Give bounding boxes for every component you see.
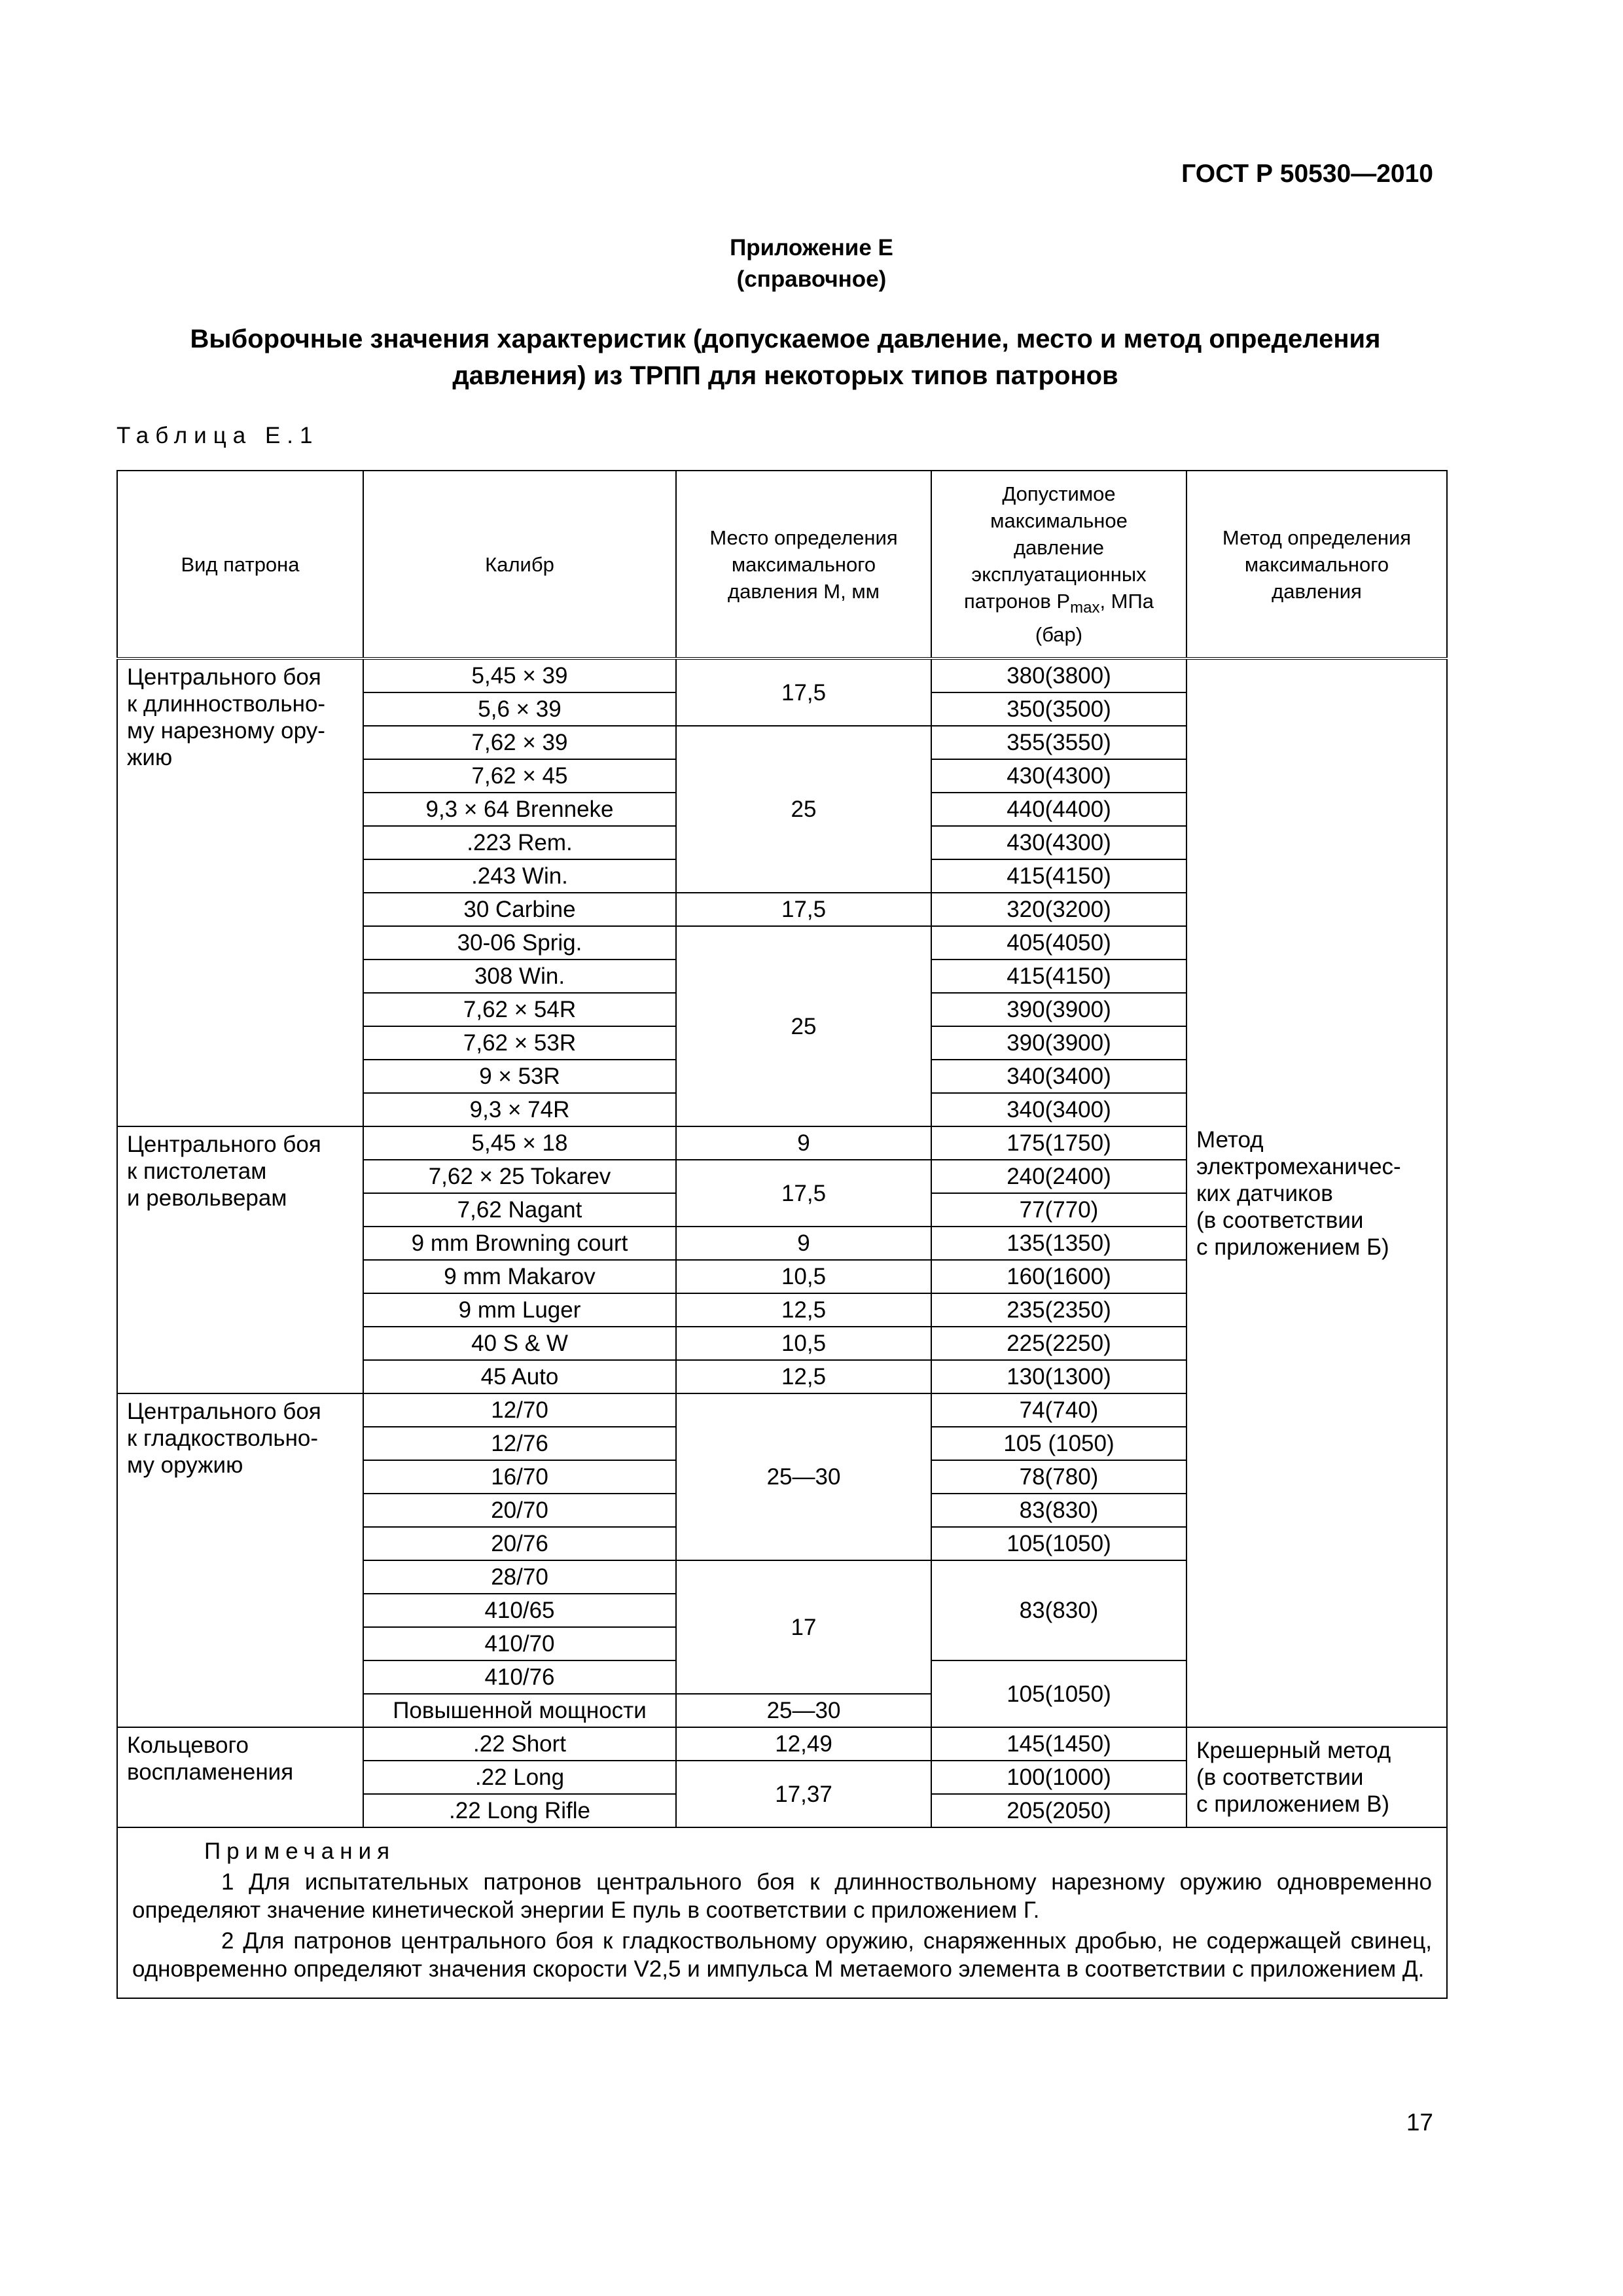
pressure-cell: 83(830)	[931, 1560, 1186, 1660]
pressure-cell: 355(3550)	[931, 726, 1186, 759]
group-kind-line: к длинноствольно-	[127, 691, 326, 717]
group-kind-line: жию	[127, 745, 173, 770]
group-kind-line: воспламенения	[127, 1759, 294, 1785]
group-kind-line: Центрального боя	[127, 1399, 321, 1424]
header-pressure-line	[936, 588, 1182, 621]
caliber-cell: 7,62 × 45	[363, 759, 676, 793]
header-pressure-text: патронов P	[963, 589, 1071, 613]
caliber-cell: 9,3 × 74R	[363, 1093, 676, 1126]
pressure-cell: 105(1050)	[931, 1527, 1186, 1560]
pressure-cell: 77(770)	[931, 1193, 1186, 1227]
header-pressure	[931, 471, 1186, 658]
method-line: Метод	[1196, 1126, 1264, 1153]
caliber-cell: 5,6 × 39	[363, 692, 676, 726]
section-title-line1: Выборочные значения характеристик (допускаемое давление, место и метод определения	[190, 325, 1381, 353]
place-cell: 17,5	[676, 1160, 931, 1227]
place-cell: 17,5	[676, 658, 931, 726]
caliber-cell: 410/70	[363, 1627, 676, 1660]
method-line: электромеханичес-	[1196, 1153, 1401, 1179]
group-kind-line: и револьверам	[127, 1185, 287, 1211]
table-label: Таблица Е.1	[116, 423, 319, 448]
header-place-line: Место определения	[709, 526, 898, 549]
caliber-cell: .22 Long Rifle	[363, 1794, 676, 1827]
caliber-cell: 9 × 53R	[363, 1060, 676, 1093]
caliber-cell: .22 Short	[363, 1727, 676, 1761]
header-method	[1186, 471, 1447, 658]
notes-cell	[117, 1827, 1447, 1998]
method-line: (в соответствии	[1196, 1207, 1364, 1233]
caliber-cell: 12/70	[363, 1393, 676, 1427]
caliber-cell: 45 Auto	[363, 1360, 676, 1393]
appendix-title: Приложение Е	[730, 235, 893, 260]
appendix-subtitle: (справочное)	[736, 266, 887, 292]
place-cell: 17	[676, 1560, 931, 1694]
header-pressure-unit: , МПа	[1099, 589, 1154, 613]
pressure-cell: 135(1350)	[931, 1227, 1186, 1260]
group-kind-line: му оружию	[127, 1452, 243, 1478]
note-2: 2 Для патронов центрального боя к гладкоствольному оружию, снаряженных дробью, не содержащей свинец, одновременно определяют значения скорости V2,5 и импульса M метаемого элемента в соответствии с приложением Д.	[132, 1928, 1432, 1982]
header-place	[676, 471, 931, 658]
header-pressure-line: давление	[1013, 535, 1105, 559]
pressure-cell: 225(2250)	[931, 1327, 1186, 1360]
pressure-cell: 340(3400)	[931, 1060, 1186, 1093]
group-kind-line: Кольцевого	[127, 1732, 249, 1758]
pressure-cell: 100(1000)	[931, 1761, 1186, 1794]
data-table	[116, 470, 1448, 1999]
pressure-cell: 390(3900)	[931, 993, 1186, 1026]
place-cell: 17,37	[676, 1761, 931, 1827]
section-title	[131, 321, 1440, 394]
method-cell-crusher	[1186, 1727, 1447, 1827]
caliber-cell: 28/70	[363, 1560, 676, 1594]
place-cell: 25—30	[676, 1393, 931, 1560]
caliber-cell: 12/76	[363, 1427, 676, 1460]
caliber-cell: Повышенной мощности	[363, 1694, 676, 1727]
header-pressure-subscript: max	[1070, 599, 1100, 617]
pressure-cell: 320(3200)	[931, 893, 1186, 926]
table-row	[117, 1727, 1447, 1761]
group-kind-line: к гладкоствольно-	[127, 1426, 319, 1451]
caliber-cell: 9 mm Makarov	[363, 1260, 676, 1293]
header-pressure-line: эксплуатационных	[971, 562, 1147, 586]
caliber-cell: 7,62 × 53R	[363, 1026, 676, 1060]
method-line: Крешерный метод	[1196, 1738, 1391, 1763]
caliber-cell: 9,3 × 64 Brenneke	[363, 793, 676, 826]
pressure-cell: 235(2350)	[931, 1293, 1186, 1327]
pressure-cell: 390(3900)	[931, 1026, 1186, 1060]
pressure-cell: 380(3800)	[931, 658, 1186, 692]
header-method-line: максимального	[1244, 552, 1389, 576]
header-pressure-line: Допустимое	[1002, 482, 1116, 505]
method-cell-electromechanical	[1186, 658, 1447, 1727]
caliber-cell: 16/70	[363, 1460, 676, 1494]
header-place-line: давления M, мм	[728, 579, 880, 603]
caliber-cell: .223 Rem.	[363, 826, 676, 859]
group-kind-line: Центрального боя	[127, 664, 321, 690]
page-number: 17	[1406, 2109, 1433, 2136]
header-kind: Вид патрона	[117, 471, 363, 658]
place-cell: 9	[676, 1126, 931, 1160]
place-cell: 25	[676, 926, 931, 1126]
caliber-cell: 410/65	[363, 1594, 676, 1627]
pressure-cell: 440(4400)	[931, 793, 1186, 826]
pressure-cell: 74(740)	[931, 1393, 1186, 1427]
caliber-cell: 30-06 Sprig.	[363, 926, 676, 960]
place-cell: 12,5	[676, 1360, 931, 1393]
method-line: с приложением В)	[1196, 1791, 1390, 1817]
method-line: ких датчиков	[1196, 1180, 1333, 1206]
group-kind-smoothbore	[117, 1393, 363, 1727]
place-cell: 12,5	[676, 1293, 931, 1327]
caliber-cell: 410/76	[363, 1660, 676, 1694]
caliber-cell: 5,45 × 18	[363, 1126, 676, 1160]
place-cell: 25—30	[676, 1694, 931, 1727]
pressure-cell: 415(4150)	[931, 960, 1186, 993]
pressure-cell: 83(830)	[931, 1494, 1186, 1527]
notes-row	[117, 1827, 1447, 1998]
group-kind-line: к пистолетам	[127, 1158, 267, 1184]
group-kind-pistol	[117, 1126, 363, 1393]
note-1: 1 Для испытательных патронов центрального боя к длинноствольному нарезному оружию одновременно определяют значение кинетической энергии E пуль в соответствии с приложением Г.	[132, 1869, 1432, 1923]
caliber-cell: 9 mm Luger	[363, 1293, 676, 1327]
place-cell: 10,5	[676, 1260, 931, 1293]
pressure-cell: 78(780)	[931, 1460, 1186, 1494]
caliber-cell: 7,62 × 54R	[363, 993, 676, 1026]
pressure-cell: 105 (1050)	[931, 1427, 1186, 1460]
caliber-cell: .243 Win.	[363, 859, 676, 893]
header-place-line: максимального	[731, 552, 876, 576]
caliber-cell: 5,45 × 39	[363, 658, 676, 692]
caliber-cell: 308 Win.	[363, 960, 676, 993]
place-cell: 9	[676, 1227, 931, 1260]
place-cell: 25	[676, 726, 931, 893]
table-row	[117, 658, 1447, 692]
pressure-cell: 160(1600)	[931, 1260, 1186, 1293]
method-line: с приложением Б)	[1196, 1234, 1389, 1260]
caliber-cell: 30 Carbine	[363, 893, 676, 926]
notes-heading: Примечания	[204, 1839, 396, 1864]
caliber-cell: 7,62 Nagant	[363, 1193, 676, 1227]
pressure-cell: 350(3500)	[931, 692, 1186, 726]
table-header-row	[117, 471, 1447, 658]
caliber-cell: 9 mm Browning court	[363, 1227, 676, 1260]
pressure-cell: 175(1750)	[931, 1126, 1186, 1160]
group-kind-line: Центрального боя	[127, 1132, 321, 1157]
pressure-cell: 105(1050)	[931, 1660, 1186, 1727]
section-title-line2: давления) из ТРПП для некоторых типов патронов	[452, 361, 1118, 390]
place-cell: 10,5	[676, 1327, 931, 1360]
group-kind-rimfire	[117, 1727, 363, 1827]
caliber-cell: .22 Long	[363, 1761, 676, 1794]
pressure-cell: 415(4150)	[931, 859, 1186, 893]
caliber-cell: 20/70	[363, 1494, 676, 1527]
pressure-cell: 130(1300)	[931, 1360, 1186, 1393]
pressure-cell: 205(2050)	[931, 1794, 1186, 1827]
header-method-line: Метод определения	[1222, 526, 1412, 549]
pressure-cell: 430(4300)	[931, 826, 1186, 859]
header-pressure-line: (бар)	[1035, 623, 1083, 647]
place-cell: 12,49	[676, 1727, 931, 1761]
caliber-cell: 7,62 × 25 Tokarev	[363, 1160, 676, 1193]
group-kind-line: му нарезному ору-	[127, 718, 325, 744]
caliber-cell: 20/76	[363, 1527, 676, 1560]
header-pressure-line: максимальное	[990, 509, 1128, 532]
header-caliber: Калибр	[363, 471, 676, 658]
pressure-cell: 240(2400)	[931, 1160, 1186, 1193]
method-line: (в соответствии	[1196, 1765, 1364, 1790]
place-cell: 17,5	[676, 893, 931, 926]
caliber-cell: 40 S & W	[363, 1327, 676, 1360]
pressure-cell: 340(3400)	[931, 1093, 1186, 1126]
group-kind-rifle	[117, 658, 363, 1126]
pressure-cell: 405(4050)	[931, 926, 1186, 960]
pressure-cell: 430(4300)	[931, 759, 1186, 793]
caliber-cell: 7,62 × 39	[363, 726, 676, 759]
pressure-cell: 145(1450)	[931, 1727, 1186, 1761]
header-method-line: давления	[1272, 579, 1362, 603]
document-number: ГОСТ Р 50530—2010	[1181, 160, 1433, 188]
